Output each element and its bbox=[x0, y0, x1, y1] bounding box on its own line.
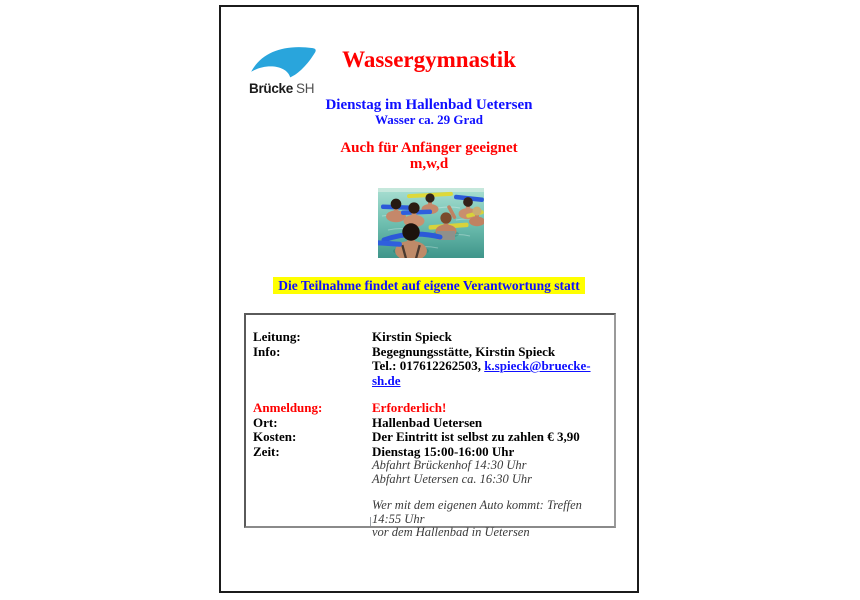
row-label: Zeit: bbox=[253, 443, 280, 459]
row-label bbox=[253, 499, 372, 526]
row-label: Leitung: bbox=[253, 329, 301, 344]
pool-photo bbox=[378, 188, 484, 258]
brand-name-suffix: SH bbox=[295, 81, 315, 96]
brand-name bbox=[249, 81, 339, 96]
row-value: vor dem Hallenbad in Uetersen bbox=[372, 525, 530, 539]
row-label: Anmeldung: bbox=[253, 400, 323, 415]
details-row bbox=[253, 401, 606, 416]
details-row bbox=[253, 473, 606, 487]
row-value bbox=[372, 359, 606, 388]
disclaimer-banner bbox=[221, 277, 637, 295]
event-schedule-line: Dienstag im Hallenbad Uetersen bbox=[325, 97, 533, 113]
page-title: Wassergymnastik bbox=[342, 47, 516, 72]
row-value: Begegnungsstätte, Kirstin Spieck bbox=[372, 343, 556, 359]
details-row bbox=[253, 345, 606, 360]
details-row bbox=[253, 416, 606, 431]
row-value: Wer mit dem eigenen Auto kommt: Treffen 14:55 Uhr bbox=[372, 498, 582, 526]
row-label bbox=[253, 459, 372, 473]
email-link[interactable]: k.spieck@bruecke-sh.de bbox=[372, 358, 591, 388]
row-value: Kirstin Spieck bbox=[372, 329, 452, 344]
details-row bbox=[253, 330, 606, 345]
row-label: Kosten: bbox=[253, 429, 297, 444]
row-label: Info: bbox=[253, 343, 281, 359]
table-column-divider bbox=[370, 517, 371, 526]
brand-name-bold: Brücke bbox=[249, 81, 293, 96]
details-row bbox=[253, 526, 606, 540]
row-value: Erforderlich! bbox=[372, 400, 447, 415]
row-label bbox=[253, 473, 372, 487]
gender-note: m,w,d bbox=[409, 156, 449, 172]
row-value: Der Eintritt ist selbst zu zahlen € 3,90 bbox=[372, 429, 580, 444]
details-table bbox=[253, 330, 606, 540]
row-label bbox=[253, 359, 372, 388]
row-label: Ort: bbox=[253, 414, 278, 430]
disclaimer-text: Die Teilnahme findet auf eigene Verantwortung statt bbox=[273, 277, 585, 294]
row-value: Abfahrt Uetersen ca. 16:30 Uhr bbox=[372, 471, 533, 486]
details-row bbox=[253, 459, 606, 473]
row-value: Abfahrt Brückenhof 14:30 Uhr bbox=[372, 458, 527, 472]
row-value: Hallenbad Uetersen bbox=[372, 414, 483, 430]
details-row bbox=[253, 359, 606, 388]
details-box bbox=[244, 313, 616, 539]
details-row bbox=[253, 445, 606, 460]
details-row bbox=[253, 430, 606, 445]
pool-photo-illustration bbox=[378, 188, 484, 258]
phone-text: Tel.: 017612262503, bbox=[372, 358, 485, 373]
water-temperature-line: Wasser ca. 29 Grad bbox=[374, 112, 484, 127]
details-row bbox=[253, 499, 606, 526]
flyer-page bbox=[219, 5, 639, 593]
beginners-note: Auch für Anfänger geeignet bbox=[340, 140, 518, 156]
row-value: Dienstag 15:00-16:00 Uhr bbox=[372, 443, 515, 459]
row-label bbox=[253, 526, 372, 540]
